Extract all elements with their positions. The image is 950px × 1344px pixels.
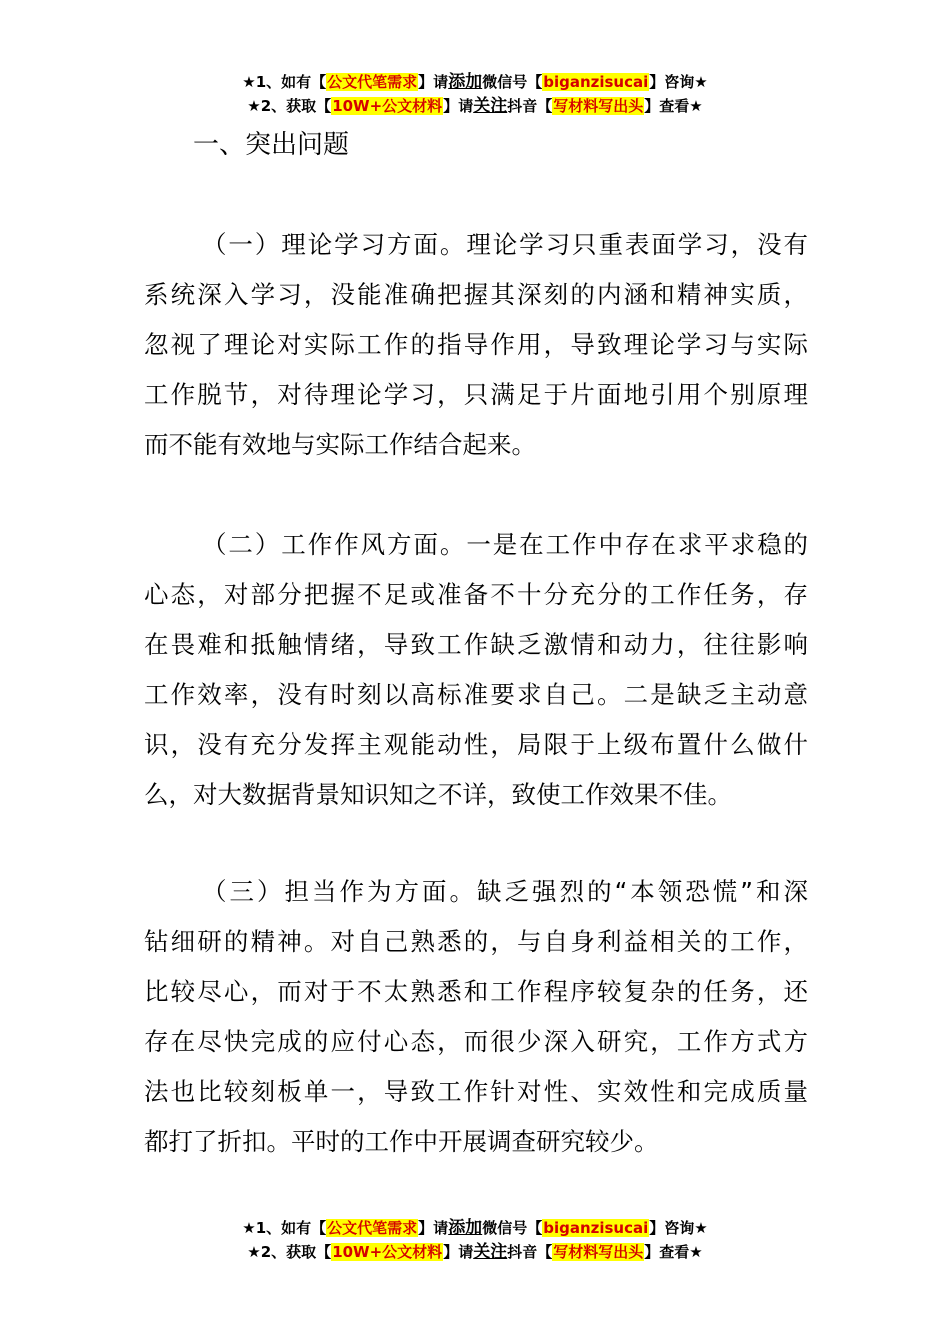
promo-text: 】咨询★ [649, 1219, 708, 1237]
promo-text: 】请 [418, 73, 449, 91]
promo-footer-bottom [0, 1216, 950, 1264]
promo-text: ★1、如有【 [242, 73, 327, 91]
promo-text: 】查看★ [644, 1243, 703, 1261]
paragraph-line: 钻细研的精神。对自己熟悉的，与自身利益相关的工作， [144, 927, 808, 956]
promo-highlight: 公文代笔需求 [327, 73, 418, 91]
promo-text: 】咨询★ [649, 73, 708, 91]
promo-line-2 [0, 94, 950, 118]
promo-highlight: 10W+公文材料 [332, 1243, 443, 1261]
promo-underlined: 关注 [473, 1242, 508, 1262]
promo-underlined: 添加 [448, 72, 483, 92]
promo-text: ★2、获取【 [247, 1243, 332, 1261]
paragraph-line: 识，没有充分发挥主观能动性，局限于上级布置什么做什 [144, 730, 808, 759]
paragraph-line: （一）理论学习方面。理论学习只重表面学习，没有 [202, 230, 808, 259]
paragraph-line: 工作脱节，对待理论学习，只满足于片面地引用个别原理 [144, 380, 808, 409]
paragraph-line: 都打了折扣。平时的工作中开展调查研究较少。 [144, 1127, 659, 1156]
promo-underlined: 关注 [473, 96, 508, 116]
promo-text: ★2、获取【 [247, 97, 332, 115]
promo-douyin-id: 写材料写出头 [553, 1243, 644, 1261]
promo-highlight: 10W+公文材料 [332, 97, 443, 115]
promo-text: 】请 [418, 1219, 449, 1237]
paragraph-line: 存在尽快完成的应付心态，而很少深入研究，工作方式方 [144, 1027, 808, 1056]
promo-wechat-id: biganzisucai [543, 1219, 649, 1237]
paragraph-line: 工作效率，没有时刻以高标准要求自己。二是缺乏主动意 [144, 680, 808, 709]
paragraph-line: 在畏难和抵触情绪，导致工作缺乏激情和动力，往往影响 [144, 630, 808, 659]
promo-text: 】请 [443, 1243, 474, 1261]
promo-text: 】查看★ [644, 97, 703, 115]
promo-text: ★1、如有【 [242, 1219, 327, 1237]
paragraph-theory-study [144, 220, 808, 470]
promo-text: 抖音【 [507, 97, 553, 115]
section-heading: 一、突出问题 [193, 130, 350, 160]
paragraph-line: 而不能有效地与实际工作结合起来。 [144, 430, 536, 459]
paragraph-line: 比较尽心，而对于不太熟悉和工作程序较复杂的任务，还 [144, 977, 808, 1006]
paragraph-line: 么，对大数据背景知识知之不详，致使工作效果不佳。 [144, 780, 732, 809]
promo-text: 抖音【 [507, 1243, 553, 1261]
promo-douyin-id: 写材料写出头 [553, 97, 644, 115]
promo-line-1 [0, 1216, 950, 1240]
paragraph-line: 系统深入学习，没能准确把握其深刻的内涵和精神实质， [144, 280, 808, 309]
paragraph-line: （三）担当作为方面。缺乏强烈的“本领恐慌”和深 [202, 877, 808, 906]
paragraph-work-style [144, 520, 808, 820]
promo-text: 微信号【 [482, 1219, 543, 1237]
paragraph-line: 忽视了理论对实际工作的指导作用，导致理论学习与实际 [144, 330, 808, 359]
paragraph-line: （二）工作作风方面。一是在工作中存在求平求稳的 [202, 530, 808, 559]
promo-line-2 [0, 1240, 950, 1264]
promo-wechat-id: biganzisucai [543, 73, 649, 91]
paragraph-line: 法也比较刻板单一，导致工作针对性、实效性和完成质量 [144, 1077, 808, 1106]
promo-line-1 [0, 70, 950, 94]
paragraph-line: 心态，对部分把握不足或准备不十分充分的工作任务，存 [144, 580, 808, 609]
promo-header-top [0, 70, 950, 118]
promo-underlined: 添加 [448, 1218, 483, 1238]
promo-text: 微信号【 [482, 73, 543, 91]
paragraph-responsibility [144, 867, 808, 1167]
promo-highlight: 公文代笔需求 [327, 1219, 418, 1237]
promo-text: 】请 [443, 97, 474, 115]
